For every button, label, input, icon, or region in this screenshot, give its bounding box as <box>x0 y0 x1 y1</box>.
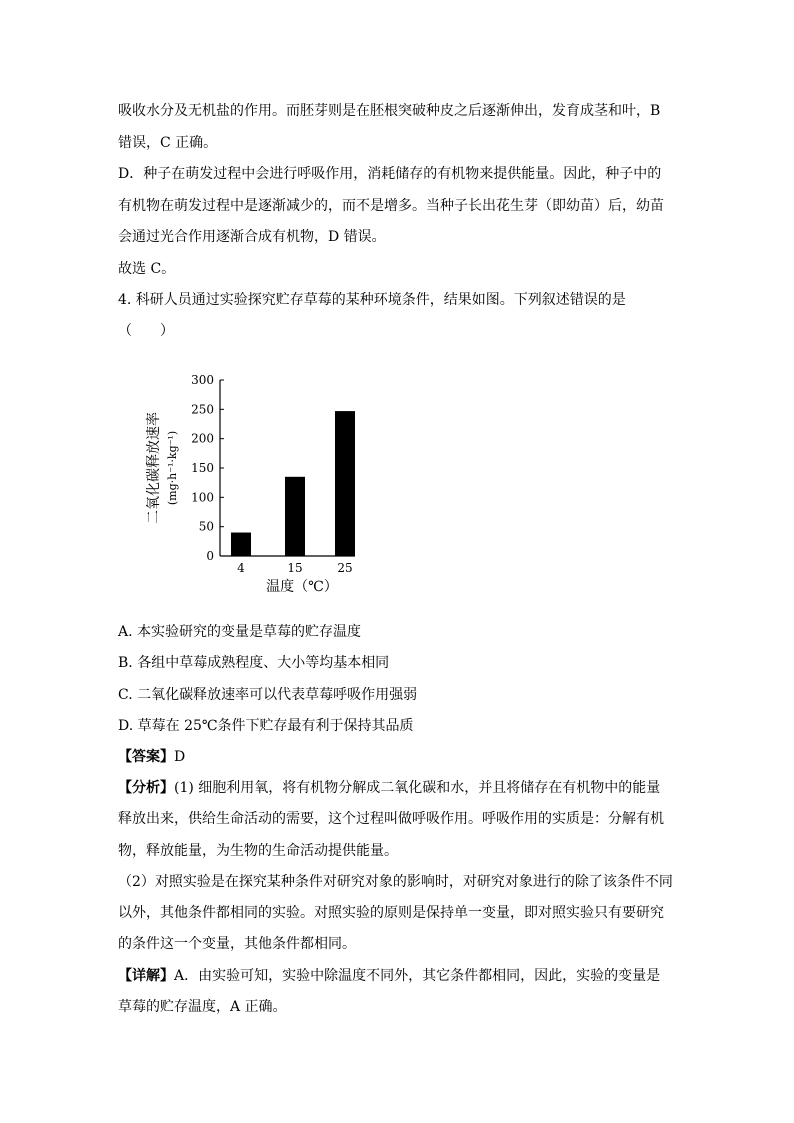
body-line: 错误，C 正确。 <box>118 135 218 151</box>
option-c: C. 二氧化碳释放速率可以代表草莓呼吸作用强弱 <box>118 687 418 703</box>
option-b: B. 各组中草莓成熟程度、大小等均基本相同 <box>118 655 390 671</box>
analysis-label: 【分析】 <box>118 780 174 796</box>
answer-line <box>118 747 185 767</box>
detail-line: 草莓的贮存温度，A 正确。 <box>118 999 287 1015</box>
x-tick-label: 25 <box>337 561 353 575</box>
analysis-line: 释放出来，供给生命活动的需要，这个过程叫做呼吸作用。呼吸作用的实质是：分解有机 <box>118 811 664 827</box>
y-tick-label: 300 <box>191 373 214 387</box>
x-tick-label: 15 <box>287 561 303 575</box>
analysis-line <box>118 778 660 798</box>
x-tick-label: 4 <box>237 561 245 575</box>
detail-first-text: A．由实验可知，实验中除温度不同外，其它条件都相同，因此，实验的变量是 <box>174 968 661 984</box>
option-a: A. 本实验研究的变量是草莓的贮存温度 <box>118 624 362 640</box>
bar-25 <box>335 411 355 556</box>
analysis-first-text: (1) 细胞利用氧，将有机物分解成二氧化碳和水，并且将储存在有机物中的能量 <box>174 780 661 796</box>
detail-label: 【详解】 <box>118 968 174 984</box>
bar-15 <box>285 477 305 556</box>
answer-label: 【答案】 <box>118 749 174 765</box>
analysis-line: 以外，其他条件都相同的实验。对照实验的原则是保持单一变量，即对照实验只有要研究 <box>118 905 664 921</box>
body-line: 会通过光合作用逐渐合成有机物，D 错误。 <box>118 229 386 245</box>
analysis-line: 物，释放能量，为生物的生命活动提供能量。 <box>118 843 398 859</box>
y-axis-label: 二氧化碳释放速率 <box>146 412 162 524</box>
y-tick-label: 0 <box>206 549 214 563</box>
y-tick-label: 200 <box>191 431 214 446</box>
body-line: 有机物在萌发过程中是逐渐减少的，而不是增多。当种子长出花生芽（即幼苗）后，幼苗 <box>118 198 664 214</box>
body-line: 吸收水分及无机盐的作用。而胚芽则是在胚根突破种皮之后逐渐伸出，发育成茎和叶，B <box>118 103 661 119</box>
analysis-line: （2）对照实验是在探究某种条件对研究对象的影响时，对研究对象进行的除了该条件不同 <box>118 874 673 890</box>
x-axis-label: 温度（℃） <box>266 579 338 595</box>
y-tick-label: 150 <box>191 461 214 475</box>
y-tick-label: 100 <box>191 490 214 505</box>
y-tick-label: 250 <box>191 402 214 417</box>
body-line: 故选 C。 <box>118 261 176 277</box>
option-d: D. 草莓在 25℃条件下贮存最有利于保持其品质 <box>118 718 414 734</box>
analysis-line: 的条件这一个变量，其他条件都相同。 <box>118 936 356 952</box>
co2-release-bar-chart <box>140 368 370 598</box>
y-axis-unit: (mg·h⁻¹·kg⁻¹) <box>166 430 179 506</box>
question-stem: 4. 科研人员通过实验探究贮存草莓的某种环境条件，结果如图。下列叙述错误的是 <box>118 292 626 308</box>
answer-blank: （ ） <box>118 323 174 339</box>
detail-line <box>118 966 660 986</box>
y-tick-label: 50 <box>198 519 214 534</box>
body-line: D．种子在萌发过程中会进行呼吸作用，消耗储存的有机物来提供能量。因此，种子中的 <box>118 166 662 182</box>
answer-value: D <box>174 749 186 765</box>
